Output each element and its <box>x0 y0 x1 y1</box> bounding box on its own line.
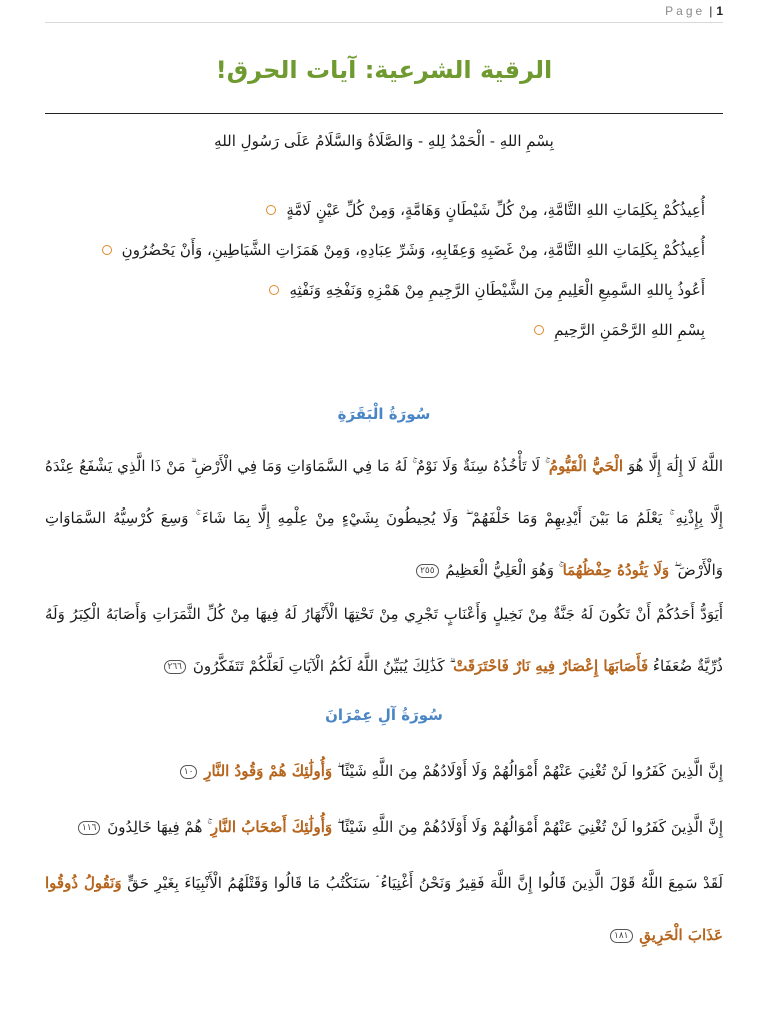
highlighted-verse-text: وَأُولَٰئِكَ أَصْحَابُ النَّارِ <box>210 818 333 836</box>
verse-baqarah-255 <box>45 440 723 596</box>
bullet-circle-icon <box>266 205 276 215</box>
supplication-text: أُعِيذُكُمْ بِكَلِمَاتِ اللهِ التَّامَّةِ، مِنْ غَضَبِهِ وَعِقَابِهِ، وَشَرِّ عِبَادِهِ، وَمِنْ هَمَزَاتِ الشَّيَاطِينِ، وَأَنْ يَحْضُرُونِ <box>121 241 705 259</box>
verse-number-badge: ١١٦ <box>78 821 101 835</box>
verse-number-badge: ١٠ <box>180 765 198 779</box>
title-divider <box>45 113 723 114</box>
surah-title-baqarah: سُورَةُ الْبَقَرَةِ <box>337 405 431 423</box>
highlighted-verse-text: الْحَيُّ الْقَيُّومُ <box>548 457 624 475</box>
verse-text: ۚ هُمْ فِيهَا خَالِدُونَ <box>107 818 211 836</box>
verse-text: ۗ كَذَٰلِكَ يُبَيِّنُ اللَّهُ لَكُمُ الْآيَاتِ لَعَلَّكُمْ تَتَفَكَّرُونَ <box>192 657 454 675</box>
list-item <box>45 230 705 270</box>
document-title: الرقية الشرعية: آيات الحرق! <box>215 56 553 84</box>
page-number: 1 <box>716 4 723 18</box>
verse-text: لَقَدْ سَمِعَ اللَّهُ قَوْلَ الَّذِينَ قَالُوا إِنَّ اللَّهَ فَقِيرٌ وَنَحْنُ أَغْنِيَاءُ ۘ سَنَكْتُبُ مَا قَالُوا وَقَتْلَهُمُ الْأَنْبِيَاءَ بِغَيْرِ حَقٍّ <box>121 874 723 892</box>
verse-text: ۚ وَهُوَ الْعَلِيُّ الْعَظِيمُ <box>445 561 563 579</box>
verse-text: إِنَّ الَّذِينَ كَفَرُوا لَنْ تُغْنِيَ عَنْهُمْ أَمْوَالُهُمْ وَلَا أَوْلَادُهُمْ مِنَ اللَّهِ شَيْئًا ۖ <box>332 818 723 836</box>
verse-number-badge: ٢٦٦ <box>164 660 187 674</box>
page-separator: | <box>709 4 713 18</box>
opening-line: بِسْمِ اللهِ - الْحَمْدُ لِلهِ - وَالصَّلَاةُ وَالسَّلَامُ عَلَى رَسُولِ اللهِ <box>214 132 554 150</box>
supplication-text: أُعِيذُكُمْ بِكَلِمَاتِ اللهِ التَّامَّةِ، مِنْ كُلِّ شَيْطَانٍ وَهَامَّةٍ، وَمِنْ كُلِّ عَيْنٍ لَامَّةٍ <box>286 201 705 219</box>
list-item <box>45 310 705 350</box>
verse-text: أَيَوَدُّ أَحَدُكُمْ أَنْ تَكُونَ لَهُ جَنَّةٌ مِنْ نَخِيلٍ وَأَعْنَابٍ تَجْرِي مِنْ تَحْتِهَا الْأَنْهَارُ لَهُ فِيهَا مِنْ كُلِّ الثَّمَرَاتِ وَأَصَابَهُ الْكِبَرُ وَلَهُ ذُرِّيَّةٌ ضُعَفَاءُ <box>45 605 723 675</box>
list-item <box>45 190 705 230</box>
verse-text: إِنَّ الَّذِينَ كَفَرُوا لَنْ تُغْنِيَ عَنْهُمْ أَمْوَالُهُمْ وَلَا أَوْلَادُهُمْ مِنَ اللَّهِ شَيْئًا ۖ <box>332 762 723 780</box>
bullet-circle-icon <box>102 245 112 255</box>
supplication-list <box>45 190 705 350</box>
list-item <box>45 270 705 310</box>
verse-al-imran-10 <box>45 745 723 797</box>
bullet-circle-icon <box>534 325 544 335</box>
verse-number-badge: ٢٥٥ <box>416 564 439 578</box>
verse-text: اللَّهُ لَا إِلَٰهَ إِلَّا هُوَ <box>623 457 723 475</box>
supplication-text: أَعُوذُ بِاللهِ السَّمِيعِ الْعَلِيمِ مِنَ الشَّيْطَانِ الرَّجِيمِ مِنْ هَمْزِهِ وَنَفْخِهِ وَنَفْثِهِ <box>289 281 705 299</box>
verse-al-imran-116 <box>45 801 723 853</box>
highlighted-verse-text: وَنَقُولُ ذُوقُوا عَذَابَ الْحَرِيقِ <box>45 874 723 944</box>
verse-baqarah-266 <box>45 588 723 692</box>
highlighted-verse-text: فَأَصَابَهَا إِعْصَارٌ فِيهِ نَارٌ فَاحْتَرَقَتْ <box>453 657 649 675</box>
page-number-label <box>665 4 723 18</box>
supplication-text: بِسْمِ اللهِ الرَّحْمَنِ الرَّحِيمِ <box>554 321 705 339</box>
bullet-circle-icon <box>269 285 279 295</box>
page-word: Page <box>665 4 706 18</box>
highlighted-verse-text: وَأُولَٰئِكَ هُمْ وَقُودُ النَّارِ <box>204 762 333 780</box>
surah-title-al-imran: سُورَةُ آلِ عِمْرَانَ <box>325 706 443 724</box>
verse-number-badge: ١٨١ <box>610 929 633 943</box>
verse-text: ۚ لَا تَأْخُذُهُ سِنَةٌ وَلَا نَوْمٌ ۚ لَهُ مَا فِي السَّمَاوَاتِ وَمَا فِي الْأَرْضِ ۗ مَنْ ذَا الَّذِي يَشْفَعُ عِنْدَهُ إِلَّا بِإِذْنِهِ ۚ يَعْلَمُ مَا بَيْنَ أَيْدِيهِمْ وَمَا خَلْفَهُمْ ۖ وَلَا يُحِيطُونَ بِشَيْءٍ مِنْ عِلْمِهِ إِلَّا بِمَا شَاءَ ۚ وَسِعَ كُرْسِيُّهُ السَّمَاوَاتِ وَالْأَرْضَ ۖ <box>45 457 723 579</box>
highlighted-verse-text: وَلَا يَئُودُهُ حِفْظُهُمَا <box>562 561 670 579</box>
page-header <box>45 0 723 23</box>
verse-al-imran-181 <box>45 857 723 961</box>
